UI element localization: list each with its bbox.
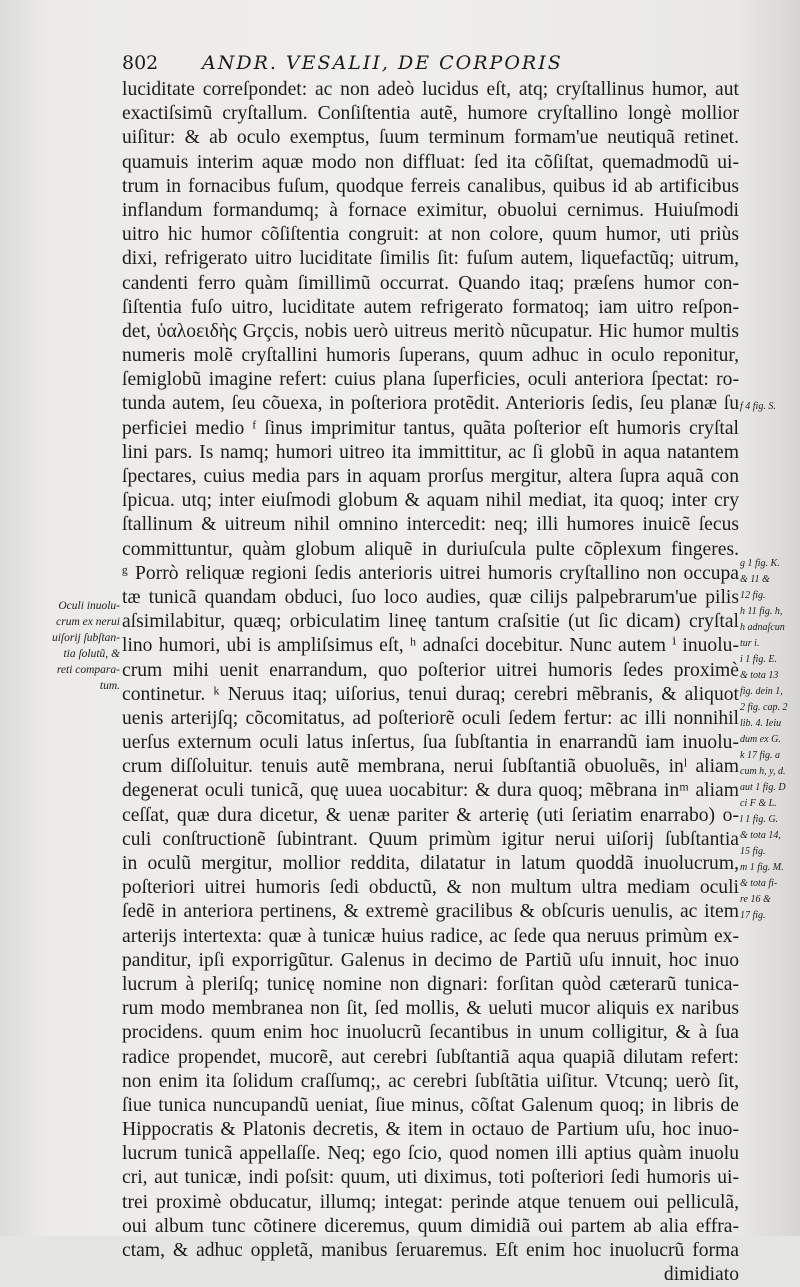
main-text-block (122, 78, 739, 1287)
margin-note-line: tum. (99, 680, 120, 692)
margin-note-line: 17 fig. (740, 910, 766, 921)
text-line: cri, aut tunicæ, indi poſsit: quum, uti diximus, toti poſteriori ſedi humoris ui- (122, 1167, 739, 1189)
text-line: uerſus externum oculi latus inſertus, ſua ſubſtantia in enarrandũ iam inuolu- (122, 732, 739, 754)
margin-note-line: tur i. (740, 638, 760, 649)
margin-note-line: g 1 fig. K. (740, 558, 780, 569)
margin-note-line: re 16 & (740, 894, 771, 905)
right-margin-note-f (740, 399, 798, 415)
margin-note-line: i 1 fig. E. (740, 654, 777, 665)
margin-note-line: Oculi inuolu- (58, 600, 120, 612)
text-line: panditur, ipſi exporrigũtur. Galenus in decimo de Partiũ uſu innuit, hoc inuo (122, 949, 739, 971)
text-line: degenerat oculi tunicã, quę uuea uocabitur: & dura quoq; mẽbrana inᵐ aliam (122, 780, 739, 802)
page-number: 802 (122, 52, 159, 74)
margin-note-line: fig. dein 1, (740, 686, 783, 697)
margin-note-line: lib. 4. Ieiu (740, 718, 782, 729)
text-line: ſiſtentia fuſo uitro, luciditate autem refrigerato formatoq; iam uitro reſpon- (122, 296, 739, 318)
margin-note-line: crum ex nerui (56, 616, 120, 628)
text-line: numeris molẽ cryſtallini humoris ſuperans, quum adhuc in oculo reponitur, (122, 345, 739, 367)
text-line: ſemiglobũ imagine refert: cuius plana ſuperficies, oculi anteriora ſpectat: ro- (122, 369, 739, 391)
text-line: perficiei medio ᶠ ſinus imprimitur tantus, quãta poſterior eſt humoris cryſtal (122, 417, 739, 439)
margin-note-line: 2 fig. cap. 2 (740, 702, 788, 713)
text-line: tæ tunicã quandam obduci, ſuo loco audies, quæ cilijs palpebrarum'ue pilis (122, 586, 739, 608)
text-line: ſtallinum & uitreum nihil omnino intercedit: neq; illi humores inuicẽ ſecus (122, 514, 739, 536)
margin-note-line: aut 1 fig. D (740, 782, 786, 793)
page-header (122, 52, 642, 80)
margin-note-line: tia ſolutũ, & (63, 648, 120, 660)
text-line: trei proximè obducatur, illumq; integat: perinde atque tenuem oui pelliculã, (122, 1191, 739, 1213)
text-line: ctam, & adhuc oppletã, manibus ſeruaremus. Eſt enim hoc inuolucrũ forma (122, 1240, 739, 1261)
text-line: ſiue tunica nuncupandũ ueniat, ſiue minus, cõſtat Galenum quoq; in libris de (122, 1094, 739, 1116)
left-margin-note (48, 598, 120, 694)
margin-note-line: & tota 13 (740, 670, 779, 681)
margin-note-line: & tota 14, (740, 830, 781, 841)
text-line: det, ὑαλοειδὴς Grçcis, nobis uerò uitreus meritò nũcupatur. Hic humor multis (122, 320, 739, 342)
text-line: non enim ita ſolidum craſſumq;, ac cerebri ſubſtãtia uiſitur. Vtcunq; uerò ſit, (122, 1070, 739, 1092)
margin-note-line: m 1 fig. M. (740, 862, 784, 873)
text-line: committuntur, quàm globum aliquẽ in duriuſcula pulte cõplexum fingeres. (122, 538, 739, 560)
text-line: aſsimilabitur, quæq; orbiculatim lineę tantum craſsitie (ut ſic dicam) cryſtal (122, 611, 739, 633)
text-line: exactiſsimũ cryſtallum. Conſiſtentia autẽ, humore cryſtallino longè mollior (122, 103, 739, 125)
running-title: ANDR. VESALII, DE CORPORIS (202, 52, 563, 74)
text-line: quamuis interim aquæ modo non diffluat: ſed ita cõſiſtat, quemadmodũ ui- (122, 151, 739, 173)
text-line: ſedẽ in anteriora pertinens, & extremè gracilibus & obſcuris uenulis, ac item (122, 901, 739, 923)
right-margin-notes (740, 556, 798, 924)
text-line: lucrum tunicã appellaſſe. Neq; ego ſcio, quod nomen illi aptius quàm inuolu (122, 1143, 739, 1165)
text-line: culi conſtructionẽ ſubintrant. Quum primùm igitur nerui uiſorij ſubſtantia (122, 828, 739, 850)
text-line: Hippocratis & Platonis decretis, & item in octauo de Partium uſu, hoc inuo- (122, 1119, 739, 1141)
text-line: lucrum à pleriſq; tunicę nomine non dignari: forſitan quòd cæterarũ tunica- (122, 973, 739, 995)
text-line: inflandum formandumq; à fornace eximitur, obuolui cernimus. Huiuſmodi (122, 199, 739, 221)
text-line: ſpicua. utq; inter eiuſmodi globum & aquam nihil mediat, ita quoq; inter cry (122, 490, 739, 512)
text-line: ceſſat, quæ dura dicetur, & uenæ pariter & arterię (uti ſeriatim enarrabo) o- (122, 804, 739, 826)
text-line: ᵍ Porrò reliquæ regioni ſedis anterioris uitrei humoris cryſtallino non occupa (122, 562, 739, 584)
text-line: radice propendet, mucorẽ, aut cerebri ſubſtantiã aqua quapiã dilutam refert: (122, 1046, 739, 1068)
margin-note-line: f 4 fig. S. (740, 401, 776, 412)
text-line: ſpectares, cuius media pars in aquam prorſus mergitur, altera ſupra aquã con (122, 466, 739, 487)
margin-note-line: ci F & L. (740, 798, 777, 809)
text-line: arterijs intertexta: quæ à tunicæ huius radice, ac ſede qua neruus primùm ex- (122, 925, 739, 947)
text-line: continetur. ᵏ Neruus itaq; uiſorius, tenui duraq; cerebri mẽbranis, & aliquot (122, 683, 739, 705)
margin-note-line: 12 fig. (740, 590, 766, 601)
text-line: uiſitur: & ab oculo exemptus, ſuum terminum formam'ue neutiquã retinet. (122, 127, 739, 149)
text-line: procidens. quum enim hoc inuolucrũ ſecantibus in unum colligitur, & à ſua (122, 1022, 739, 1044)
margin-note-line: h 11 fig. h, (740, 606, 783, 617)
text-line: lini pars. Is namq; humori uitreo ita immittitur, ac ſi globũ in aqua natantem (122, 441, 739, 463)
margin-note-line: l 1 fig. G. (740, 814, 779, 825)
text-line: luciditate correſpondet: ac non adeò lucidus eſt, atq; cryſtallinus humor, aut (122, 79, 739, 100)
text-line: in oculũ mergitur, mollior reddita, dilatatur in latum quoddã inuolucrum, (122, 853, 739, 874)
margin-note-line: reti compara- (56, 664, 120, 676)
margin-note-line: & 11 & (740, 574, 770, 585)
margin-note-line: k 17 fig. a (740, 750, 780, 761)
text-line: crum diſſoluitur. tenuis autẽ membrana, nerui ſubſtantiã obuoluẽs, inˡ aliam (122, 756, 739, 778)
text-line: oui album tunc cõtinere diceremus, quum dimidiã oui partem ab alia effra- (122, 1215, 739, 1237)
margin-note-line: & tota fi- (740, 878, 778, 889)
text-line: poſteriori uitrei humoris ſedi obductũ, & non multum ultra mediam oculi (122, 877, 739, 899)
catchword: dimidiato (663, 1264, 739, 1286)
text-line: uitro hic humor cõſiſtentia congruit: at non colore, quum humor, uti priùs (122, 224, 739, 246)
text-line: lino humori, ubi is ampliſsimus eſt, ʰ adnaſci docebitur. Nunc autem ⁱ inuolu- (122, 635, 739, 657)
text-line: crum mihi uenit enarrandum, quo poſterior uitrei humoris ſedes proximè (122, 659, 739, 681)
margin-note-line: uiſorij ſubſtan- (51, 632, 120, 644)
margin-note-line: cum h, y, d. (740, 766, 786, 777)
margin-note-line: dum ex G. (740, 734, 781, 745)
text-line: rum modo membranea non ſit, ſed mollis, & ueluti mucor aliquis ex naribus (122, 998, 739, 1020)
text-line: trum in fornacibus fuſum, quodque ferreis canalibus, quibus id ab artificibus (122, 175, 739, 197)
margin-note-line: 15 fig. (740, 846, 766, 857)
text-line: candenti ferro quàm ſimillimũ occurrat. Quando itaq; præſens humor con- (122, 272, 739, 294)
text-line: tunda autem, ſeu cõuexa, in poſteriora protẽdit. Anterioris ſedis, ſeu planæ ſu (122, 393, 739, 415)
margin-note-line: h adnaſcun (740, 622, 785, 633)
text-line: uenis arterijſq; cõcomitatus, ad poſteriorẽ oculi ſedem fertur: ac illi nonnihil (122, 707, 739, 729)
text-line: dixi, refrigerato uitro luciditate ſimilis ſit: fuſum autem, liquefactũq; uitrum, (122, 248, 739, 270)
